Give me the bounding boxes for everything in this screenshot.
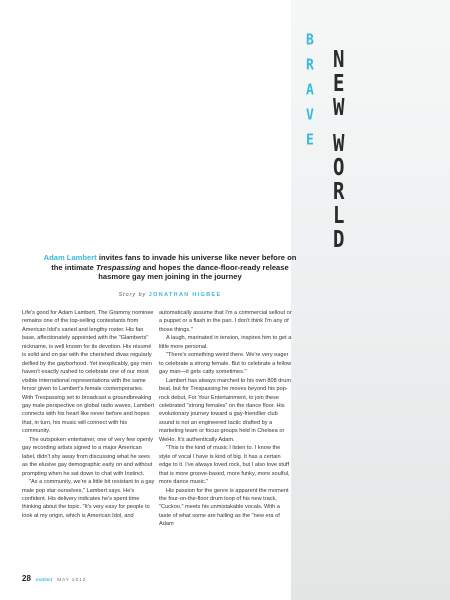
page-folio [22,574,86,583]
title-new-world [333,48,344,252]
paragraph: His passion for the genre is apparent the moment the four-on-the-floor drum loop of his new track, "Cuckoo," meets his unmistakable vocals. With a taste of what some are hailing as the "new era of Adam [159,487,289,528]
deck-name: Adam Lambert [43,253,97,262]
title-letter: W [333,94,345,122]
title-letter: V [306,106,314,125]
paragraph: automatically assume that I'm a commercial sellout or a puppet or a flash in the pan. I don't think I'm any of those things." [159,310,292,333]
title-letter: W [333,130,345,158]
title-letter: E [306,131,314,150]
deck-text: and hopes the dance-floor-ready release hasmore gay men joining in the journey [98,262,289,282]
title-letter: O [333,154,345,182]
title-letter: B [306,31,314,50]
deck-text: invites fans to invade his universe like never before on the intimate [51,253,297,272]
article-column-1 [22,309,155,520]
deck-album: Trespassing [96,262,141,272]
title-letter: R [333,178,345,206]
paragraph: Life's good for Adam Lambert. The Grammy nominee remains one of the top-selling contestants from American Idol's varied and lengthy roster. His fan base, affectionately appointed with the "Glamberts" nickname, is well known for its devotion. His résumé is solid and on par with the cherished divas regularly deified by the gayborhood. Yet inexplicably, gay men haven't exactly rushed to celebrate one of our most visible international representations with the same fervor given to Lambert's female contemporaries. With Trespassing set to broadcast a groundbreaking gay male perspective on global radio waves, Lambert connects with his heart like never before and hopes that, in turn, his music will connect with his community. [22,310,155,435]
title-letter: A [306,81,314,100]
paragraph: A laugh, marinated in tension, inspires him to get a little more personal. [159,335,292,350]
magazine-logo: instinct [35,577,53,582]
paragraph: "As a community, we're a little bit resistant to a gay male pop star ourselves," Lambert says. He's confident. His delivery indicates he's spent time thinking about the topic. "It's very easy for people to look at my origin, which is American Idol, and [22,479,155,519]
byline [40,292,300,298]
title-letter: R [306,56,314,75]
paragraph: "There's something weird there. We're very eager to celebrate a strong female. But to celebrate a fellow gay man—it gets catty sometimes." [159,352,292,376]
paragraph: The outspoken entertainer, one of very few openly gay recording artists signed to a major American label, didn't shy away from discussing what he sees as the elusive gay demographic early on and without prompting when he sat down to chat with Instinct. [22,436,154,477]
byline-author: JONATHAN HIGBEE [148,292,222,298]
byline-prefix: Story by [118,292,149,298]
page-number: 28 [22,574,31,583]
paragraph: Lambert has always marched to his own 808 drum beat, but for Trespassing he moves beyond his pop-rock debut, For Your Entertainment, to join these celebrated "strong females" on the dance floor. His evolutionary journey toward a gay-friendlier club sound is not an engineered tactic drafted by a marketing team or focus groups held in Chelsea or WeHo. It's authentically Adam. [159,377,291,443]
title-letter: E [333,70,345,98]
title-letter: D [333,226,345,254]
issue-date: MAY 2012 [57,577,87,582]
title-brave [306,28,314,153]
article-column-2 [159,309,292,529]
title-letter: N [333,46,345,74]
cover-photo [291,0,450,600]
title-letter: L [333,202,345,230]
article-deck [40,253,300,282]
paragraph: "This is the kind of music I listen to. I know the style of vocal I have is kind of big. It has a certain edge to it. I've always loved rock, but I also love stuff that is more groove-based, more funky, more soulful, more dance music." [159,445,290,486]
